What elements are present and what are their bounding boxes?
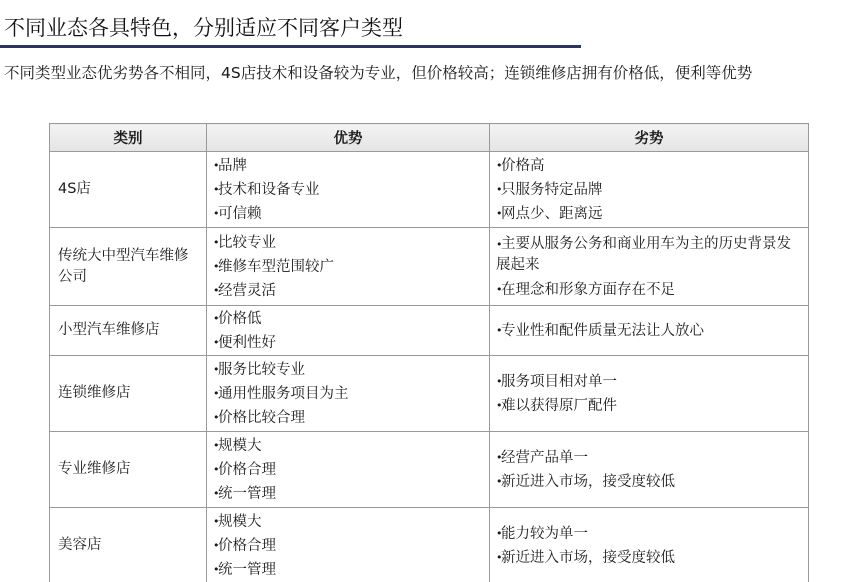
bullet-icon: • [213,562,220,576]
list-item [213,510,483,534]
bullet-icon: • [496,398,503,412]
bullet-icon: • [213,311,220,325]
advantages-cell [207,152,490,228]
list-item [496,546,802,570]
bullet-icon: • [213,335,220,349]
list-item-text: 规模大 [218,513,262,530]
comparison-table [49,123,809,582]
table-row [50,228,809,306]
bullet-icon: • [496,450,503,464]
list-item-text: 新近进入市场，接受度较低 [501,549,675,566]
bullet-icon: • [496,474,503,488]
advantages-list [213,307,483,355]
list-item [213,482,483,506]
list-item-text: 价格低 [218,310,262,327]
list-item-text: 品牌 [218,157,247,174]
category-label: 传统大中型汽车维修公司 [58,247,189,285]
list-item-text: 可信赖 [218,205,262,222]
list-item-text: 便利性好 [218,334,276,351]
bullet-icon: • [213,486,220,500]
table-body [50,152,809,582]
category-label: 美容店 [58,537,102,553]
list-item [496,446,802,470]
advantages-cell [207,356,490,432]
category-cell [50,508,207,582]
list-item [213,279,483,303]
list-item-text: 难以获得原厂配件 [501,397,617,414]
table-row [50,356,809,432]
list-item [213,558,483,582]
bullet-icon: • [213,235,220,249]
bullet-icon: • [213,259,220,273]
list-item-text: 价格合理 [218,537,276,554]
disadvantages-list [496,232,802,302]
disadvantages-cell [490,356,809,432]
bullet-icon: • [213,206,220,220]
list-item [213,406,483,430]
advantages-cell [207,508,490,582]
table-row [50,306,809,356]
bullet-icon: • [213,538,220,552]
advantages-list [213,434,483,506]
category-cell [50,228,207,306]
disadvantages-list [496,522,802,570]
disadvantages-cell [490,432,809,508]
list-item-text: 统一管理 [218,485,276,502]
list-item-text: 经营产品单一 [501,449,588,466]
list-item [496,522,802,546]
list-item-text: 主要从服务公务和商业用车为主的历史背景发展起来 [496,235,791,273]
bullet-icon: • [213,362,220,376]
list-item [213,434,483,458]
list-item [496,470,802,494]
list-item [496,370,802,394]
advantages-list [213,231,483,303]
table-row [50,432,809,508]
list-item [213,382,483,406]
category-cell [50,432,207,508]
page-title: 不同业态各具特色，分别适应不同客户类型 [4,16,403,40]
bullet-icon: • [496,237,503,251]
bullet-icon: • [213,410,220,424]
bullet-icon: • [496,158,503,172]
list-item [213,178,483,202]
list-item [496,232,802,278]
list-item [496,154,802,178]
list-item-text: 统一管理 [218,561,276,578]
table-row [50,508,809,582]
bullet-icon: • [496,323,503,337]
list-item-text: 网点少、距离远 [501,205,603,222]
list-item [213,358,483,382]
list-item-text: 规模大 [218,437,262,454]
list-item-text: 新近进入市场，接受度较低 [501,473,675,490]
bullet-icon: • [496,526,503,540]
list-item [496,319,802,343]
header-advantages: 优势 [207,124,490,152]
category-label: 4S店 [58,181,91,197]
bullet-icon: • [213,438,220,452]
bullet-icon: • [213,386,220,400]
list-item-text: 服务比较专业 [218,361,305,378]
table-header-row [50,124,809,152]
list-item-text: 维修车型范围较广 [218,258,334,275]
header-disadvantages: 劣势 [490,124,809,152]
table-row [50,152,809,228]
advantages-list [213,510,483,582]
bullet-icon: • [213,462,220,476]
list-item-text: 价格高 [501,157,545,174]
disadvantages-cell [490,306,809,356]
bullet-icon: • [496,206,503,220]
list-item-text: 价格比较合理 [218,409,305,426]
category-label: 小型汽车维修店 [58,322,160,338]
list-item [213,154,483,178]
list-item-text: 在理念和形象方面存在不足 [501,281,675,298]
list-item-text: 比较专业 [218,234,276,251]
list-item-text: 通用性服务项目为主 [218,385,349,402]
list-item-text: 经营灵活 [218,282,276,299]
list-item [213,202,483,226]
bullet-icon: • [213,182,220,196]
list-item-text: 价格合理 [218,461,276,478]
list-item [496,178,802,202]
category-label: 连锁维修店 [58,385,131,401]
list-item [496,278,802,302]
list-item [213,331,483,355]
advantages-list [213,358,483,430]
category-label: 专业维修店 [58,461,131,477]
advantages-list [213,154,483,226]
category-cell [50,306,207,356]
list-item [496,202,802,226]
bullet-icon: • [496,282,503,296]
advantages-cell [207,228,490,306]
list-item [213,255,483,279]
disadvantages-list [496,154,802,226]
disadvantages-list [496,446,802,494]
disadvantages-cell [490,152,809,228]
disadvantages-cell [490,508,809,582]
advantages-cell [207,432,490,508]
disadvantages-cell [490,228,809,306]
list-item-text: 专业性和配件质量无法让人放心 [501,322,704,339]
list-item-text: 只服务特定品牌 [501,181,603,198]
bullet-icon: • [496,374,503,388]
disadvantages-list [496,319,802,343]
category-cell [50,356,207,432]
list-item-text: 能力较为单一 [501,525,588,542]
list-item [213,231,483,255]
header-category: 类别 [50,124,207,152]
disadvantages-list [496,370,802,418]
bullet-icon: • [213,283,220,297]
list-item-text: 服务项目相对单一 [501,373,617,390]
bullet-icon: • [213,514,220,528]
bullet-icon: • [496,550,503,564]
list-item [213,307,483,331]
list-item [213,458,483,482]
advantages-cell [207,306,490,356]
bullet-icon: • [213,158,220,172]
intro-paragraph: 不同类型业态优劣势各不相同，4S店技术和设备较为专业，但价格较高；连锁维修店拥有价格低，便利等优势 [4,64,753,82]
bullet-icon: • [496,182,503,196]
title-underline [0,45,581,48]
list-item [213,534,483,558]
list-item [496,394,802,418]
category-cell [50,152,207,228]
list-item-text: 技术和设备专业 [218,181,320,198]
